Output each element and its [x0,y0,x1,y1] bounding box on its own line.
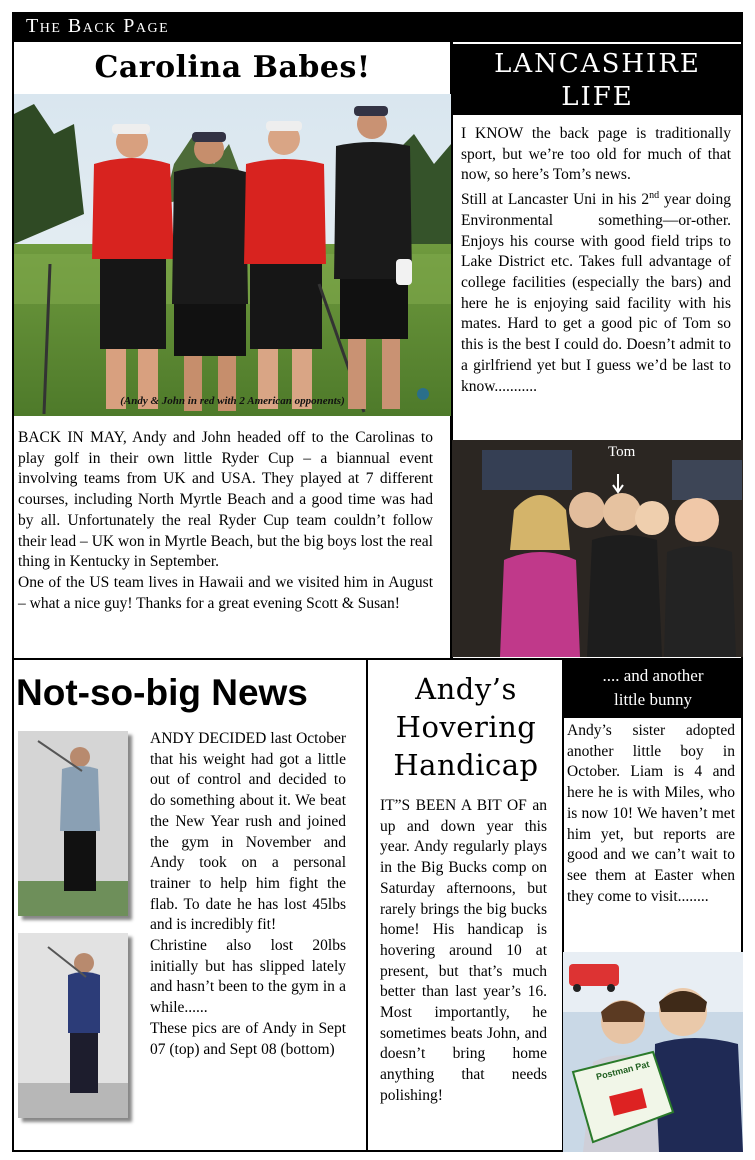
golf-photo-illustration [14,94,451,416]
bunny-paragraph: Andy’s sister adopted another little boy in October. Liam is 4 and here he is with Miles, who is now 10! We haven’t met him yet, but reports are good and we can’t wait to see them at Easter when they come to visit........ [567,722,735,905]
golf-group-photo [14,94,451,416]
bunny-heading [563,659,743,718]
lancashire-p2-rest: year doing Environmental something—or-other. Enjoys his course with good field trips to Lake District etc. Takes full advantage of college facilities (especially the bars) and here he is enjoying said facility with his mates. Hard to get a good pic of Tom so this is the best I could do. Doesn’t admit to a girlfriend yet but I guess we’d be last to know........... [461,191,731,395]
bunny-title-line-2: little bunny [614,690,692,709]
tom-photo-label: Tom [608,444,636,460]
banner-label: The Back Page [26,15,170,37]
lancashire-title-line-1: LANCASHIRE [494,49,701,79]
lancashire-title-line-2: LIFE [561,82,634,112]
bunny-title-line-1: .... and another [602,666,704,685]
lancashire-article [461,124,731,397]
not-so-big-paragraph-3: These pics are of Andy in Sept 07 (top) and Sept 08 (bottom) [150,1019,346,1058]
carolina-paragraph-1: BACK IN MAY, Andy and John headed off to the Carolinas to play golf in their own little Ryder Cup – a biannual event involving teams from UK and USA. They played at 7 different courses, including North Myrtle Beach and a good time was had by all. Unfortunately the real Ryder Cup team couldn’t follow their lead – UK won in Myrtle Beach, but the big boys lost the real thing in Kentucky in September. [18,429,433,571]
tom-photo-illustration [452,440,743,657]
andy-golf-photo-2008 [18,933,128,1118]
not-so-big-paragraph-2: Christine also lost 20lbs initially but has slipped lately and hasn’t been to the gym in a while...... [150,937,346,1017]
hovering-title-line-1: Andy’s [415,672,517,706]
carolina-paragraph-2: One of the US team lives in Hawaii and we visited him in August – what a nice guy! Thanks for a great evening Scott & Susan! [18,573,433,612]
andy-golf-photo-2007 [18,731,128,916]
page-banner [12,12,743,41]
hovering-title-line-2: Hovering [395,710,537,744]
hovering-title [370,670,562,784]
not-so-big-article [150,729,346,1060]
tom-party-photo [452,440,743,657]
kids-reading-photo [563,952,743,1152]
lancashire-heading [452,44,743,115]
not-so-big-title: Not-so-big News [16,672,308,713]
hovering-paragraph: IT”S BEEN A BIT OF an up and down year this year. Andy regularly plays in the Big Bucks comp on Saturday afternoons, but rarely brings the big bucks home! His handicap is hovering around 10 at present, but that’s much better than last year’s 16. Most importantly, he sometimes beats John, and doesn’t bring home anything that needs polishing! [380,797,547,1104]
lancashire-paragraph-1: I KNOW the back page is traditionally sport, but we’re too old for much of that now, so here’s Tom’s news. [461,125,731,184]
hovering-article [380,796,547,1107]
book-title: Postman Pat [595,1059,651,1082]
bunny-article [567,721,735,907]
lancashire-paragraph-2 [461,186,731,397]
golfer-2007-illustration [18,731,128,916]
lancashire-p2-start: Still at Lancaster Uni in his 2 [461,191,650,209]
golf-photo-caption: (Andy & John in red with 2 American opponents) [120,395,345,407]
lancashire-p2-sup: nd [649,190,660,202]
hovering-title-line-3: Handicap [393,748,539,782]
carolina-article [18,428,433,614]
golfer-2008-illustration [18,933,128,1118]
not-so-big-paragraph-1: ANDY DECIDED last October that his weight had got a little out of control and decided to do something about it. We beat the New Year rush and joined the gym in November and Andy took on a personal trainer to help him fight the flab. To date he has lost 45lbs and is incredibly fit! [150,730,346,934]
carolina-title: Carolina Babes! [94,50,371,85]
kids-photo-illustration [563,952,743,1152]
